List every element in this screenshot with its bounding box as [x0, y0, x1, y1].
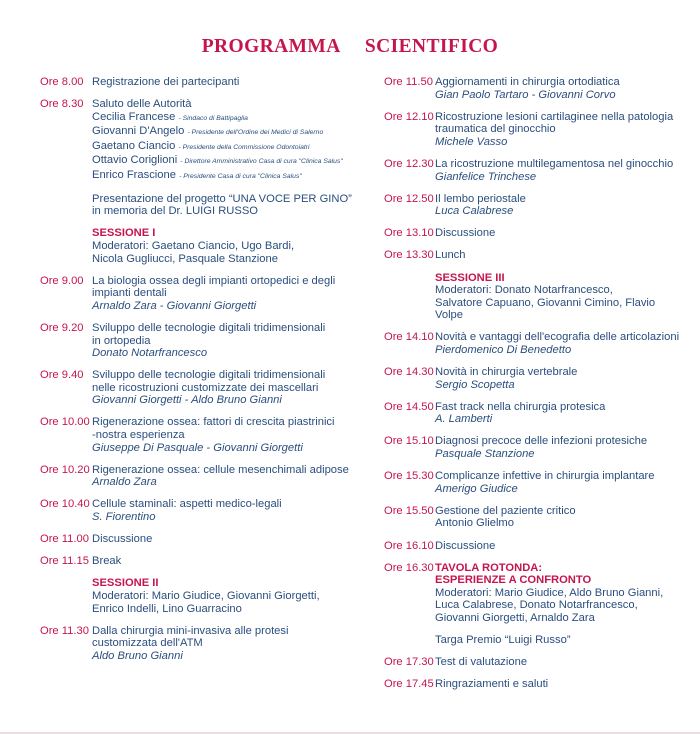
spacer: [92, 184, 365, 193]
entry-line: customizzata dell'ATM: [92, 637, 203, 650]
entry-line: Gestione del paziente critico: [435, 504, 576, 517]
entry-body: [92, 416, 365, 454]
authority-name: Ottavio Coriglioni: [92, 154, 178, 167]
speaker-name: Gian Paolo Tartaro - Giovanni Corvo: [435, 88, 616, 101]
entry-time: [384, 272, 435, 322]
entry-time: Ore 16.30: [384, 561, 434, 574]
entry-line: La ricostruzione multilegamentosa nel ginocchio: [435, 157, 674, 170]
authority-name: Giovanni D'Angelo: [92, 125, 185, 138]
authority-name: Enrico Frascione: [92, 169, 176, 182]
entry-time: Ore 14.10: [384, 331, 434, 344]
authority-name: Cecilia Francese: [92, 110, 176, 123]
entry-time: Ore 14.50: [384, 400, 434, 413]
authority-line: [92, 140, 365, 155]
entry-body: [435, 401, 684, 426]
agenda-entry: [384, 505, 684, 530]
authority-role: - Presidente Casa di cura "Clinica Salus": [179, 173, 302, 181]
entry-line: Discussione: [435, 539, 496, 552]
entry-line: Rigenerazione ossea: fattori di crescita piastrinici: [92, 416, 335, 429]
agenda-entry: [40, 369, 365, 407]
agenda-entry: [40, 533, 365, 546]
entry-time: Ore 13.30: [384, 249, 434, 262]
agenda-entry: [40, 625, 365, 663]
entry-body: [435, 249, 684, 262]
entry-body: [92, 227, 365, 265]
entry-line: nelle ricostruzioni customizzate dei mascellari: [92, 381, 319, 394]
entry-line: Nicola Gugliucci, Pasquale Stanzione: [92, 252, 278, 265]
authority-line: [92, 125, 365, 140]
entry-note: Targa Premio “Luigi Russo”: [435, 633, 571, 646]
entry-line: Salvatore Capuano, Giovanni Cimino, Flavio Volpe: [435, 296, 656, 322]
agenda-entry: [40, 416, 365, 454]
entry-time: Ore 10.40: [40, 498, 90, 511]
authority-name: Gaetano Ciancio: [92, 139, 176, 152]
entry-line: impianti dentali: [92, 287, 167, 300]
page-title: PROGRAMMA SCIENTIFICO: [201, 36, 499, 57]
entry-line: Saluto delle Autorità: [92, 98, 192, 111]
entry-time: Ore 9.00: [40, 274, 84, 287]
entry-time: Ore 11.50: [384, 76, 433, 88]
entry-note: in memoria del Dr. LUIGI RUSSO: [92, 205, 258, 218]
entry-body: [92, 498, 365, 523]
entry-note: Presentazione del progetto “UNA VOCE PER GINO”: [92, 192, 352, 205]
session-title: SESSIONE II: [92, 577, 159, 590]
entry-line: Moderatori: Gaetano Ciancio, Ugo Bardi,: [92, 239, 295, 252]
agenda-entry: [384, 227, 684, 240]
agenda-entry: [40, 275, 365, 313]
agenda-entry: [384, 678, 684, 691]
speaker-name: A. Lamberti: [435, 413, 493, 426]
entry-time: Ore 14.30: [384, 366, 434, 379]
session-title: TAVOLA ROTONDA:: [435, 561, 543, 574]
speaker-name: S. Fiorentino: [92, 511, 156, 524]
entry-time: Ore 12.50: [384, 192, 434, 205]
entry-line: in ortopedia: [92, 334, 151, 347]
agenda-entry: [40, 98, 365, 218]
speaker-name: Luca Calabrese: [435, 205, 514, 218]
entry-line: Discussione: [435, 227, 496, 240]
speaker-name: Sergio Scopetta: [435, 378, 515, 391]
agenda-entry: [384, 331, 684, 356]
speaker-name: Pierdomenico Di Benedetto: [435, 344, 572, 356]
agenda-entry: [40, 464, 365, 489]
agenda-entry: [384, 540, 684, 553]
entry-time: Ore 16.10: [384, 539, 434, 552]
agenda-entry: [384, 401, 684, 426]
session-subtitle: ESPERIENZE A CONFRONTO: [435, 574, 592, 587]
entry-line: Fast track nella chirurgia protesica: [435, 400, 606, 413]
entry-line: Rigenerazione ossea: cellule mesenchimali adipose: [92, 463, 349, 476]
authority-role: - Presidente dell'Ordine dei Medici di Salerno: [187, 129, 324, 137]
entry-line: Ricostruzione lesioni cartilaginee nella patologia: [435, 110, 674, 123]
agenda-entry: [384, 158, 684, 183]
speaker-name: Pasquale Stanzione: [435, 448, 535, 461]
speaker-name: Donato Notarfrancesco: [92, 347, 208, 360]
speaker-name: Giuseppe Di Pasquale - Giovanni Giorgetti: [92, 441, 303, 454]
entry-line: Moderatori: Donato Notarfrancesco,: [435, 284, 613, 297]
entry-body: [435, 227, 684, 240]
authority-role: - Direttore Amministrativo Casa di cura "Clinica Salus": [180, 158, 343, 166]
entry-line: Moderatori: Mario Giudice, Giovanni Giorgetti,: [92, 589, 320, 602]
programme-column-left: [40, 76, 365, 672]
entry-line: Enrico Indelli, Lino Guarracino: [92, 602, 242, 615]
entry-line: Sviluppo delle tecnologie digitali tridimensionali: [92, 369, 326, 382]
agenda-entry: [384, 193, 684, 218]
entry-body: [92, 577, 365, 615]
agenda-entry: [384, 76, 684, 101]
entry-time: Ore 9.20: [40, 321, 84, 334]
agenda-entry: [384, 272, 684, 322]
entry-time: Ore 17.30: [384, 655, 434, 668]
entry-body: [92, 275, 365, 313]
entry-line: Aggiornamenti in chirurgia ortodiatica: [435, 76, 620, 88]
entry-body: [92, 322, 365, 360]
speaker-name: Amerigo Giudice: [435, 482, 518, 495]
entry-line: Dalla chirurgia mini-invasiva alle protesi: [92, 624, 289, 637]
speaker-name: Aldo Bruno Gianni: [92, 649, 183, 662]
agenda-entry: [40, 555, 365, 568]
entry-time: Ore 12.10: [384, 110, 434, 123]
entry-body: [92, 625, 365, 663]
agenda-entry: [384, 435, 684, 460]
agenda-entry: [384, 470, 684, 495]
authority-line: [92, 111, 365, 126]
entry-body: [435, 366, 684, 391]
agenda-entry: [40, 227, 365, 265]
agenda-entry: [40, 498, 365, 523]
spacer: [435, 625, 684, 634]
entry-line: Antonio Glielmo: [435, 517, 514, 530]
entry-line: Break: [92, 555, 122, 568]
entry-line: Cellule staminali: aspetti medico-legali: [92, 498, 282, 511]
speaker-name: Giovanni Giorgetti - Aldo Bruno Gianni: [92, 394, 282, 407]
entry-body: [435, 158, 684, 183]
entry-body: [92, 369, 365, 407]
entry-body: [92, 76, 365, 89]
speaker-name: Arnaldo Zara: [92, 476, 157, 489]
entry-body: [92, 464, 365, 489]
entry-time: [40, 227, 92, 265]
entry-time: Ore 8.30: [40, 98, 84, 111]
entry-time: Ore 13.10: [384, 227, 434, 240]
entry-line: Complicanze infettive in chirurgia implantare: [435, 470, 655, 483]
entry-body: [435, 540, 684, 553]
entry-body: [92, 533, 365, 546]
entry-line: Novità in chirurgia vertebrale: [435, 366, 578, 379]
entry-time: Ore 15.10: [384, 435, 434, 448]
entry-line: La biologia ossea degli impianti ortopedici e degli: [92, 274, 336, 287]
entry-time: Ore 15.50: [384, 504, 434, 517]
agenda-entry: [384, 656, 684, 669]
entry-body: [435, 505, 684, 530]
entry-line: Luca Calabrese, Donato Notarfrancesco,: [435, 599, 638, 612]
programme-column-right: [384, 76, 684, 700]
agenda-entry: [40, 322, 365, 360]
entry-time: Ore 15.30: [384, 470, 434, 483]
entry-line: Sviluppo delle tecnologie digitali tridimensionali: [92, 321, 326, 334]
entry-line: Registrazione dei partecipanti: [92, 76, 240, 88]
entry-body: [92, 98, 365, 218]
agenda-entry: [384, 249, 684, 262]
entry-body: [435, 272, 684, 322]
entry-time: [40, 577, 92, 615]
entry-line: Test di valutazione: [435, 655, 528, 668]
entry-line: Lunch: [435, 249, 466, 262]
entry-body: [435, 76, 684, 101]
entry-line: Diagnosi precoce delle infezioni protesiche: [435, 435, 648, 448]
agenda-entry: [384, 562, 684, 647]
entry-line: Il lembo periostale: [435, 192, 526, 205]
entry-body: [92, 555, 365, 568]
entry-body: [435, 193, 684, 218]
entry-time: Ore 11.15: [40, 555, 89, 568]
authority-role: - Sindaco di Battipaglia: [178, 114, 248, 122]
entry-body: [435, 678, 684, 691]
authority-role: - Presidente della Commissione Odontoiatri: [178, 143, 310, 151]
agenda-entry: [384, 366, 684, 391]
entry-time: Ore 17.45: [384, 677, 434, 690]
entry-body: [435, 562, 684, 647]
entry-line: Ringraziamenti e saluti: [435, 677, 549, 690]
entry-line: Moderatori: Mario Giudice, Aldo Bruno Gianni,: [435, 586, 664, 599]
agenda-entry: [384, 111, 684, 149]
entry-line: Novità e vantaggi dell'ecografia delle articolazioni: [435, 331, 680, 344]
session-title: SESSIONE I: [92, 227, 156, 240]
entry-time: Ore 8.00: [40, 76, 84, 88]
entry-line: traumatica del ginocchio: [435, 123, 556, 136]
authority-line: [92, 154, 365, 169]
entry-body: [435, 111, 684, 149]
entry-time: Ore 10.20: [40, 463, 90, 476]
entry-body: [435, 656, 684, 669]
session-title: SESSIONE III: [435, 271, 505, 284]
entry-line: -nostra esperienza: [92, 429, 185, 442]
entry-time: Ore 11.00: [40, 533, 89, 546]
entry-time: Ore 10.00: [40, 416, 90, 429]
entry-time: Ore 9.40: [40, 369, 84, 382]
agenda-entry: [40, 577, 365, 615]
entry-time: Ore 12.30: [384, 157, 434, 170]
speaker-name: Gianfelice Trinchese: [435, 170, 537, 183]
speaker-name: Michele Vasso: [435, 135, 508, 148]
entry-body: [435, 331, 684, 356]
entry-line: Discussione: [92, 533, 153, 546]
entry-body: [435, 435, 684, 460]
speaker-name: Arnaldo Zara - Giovanni Giorgetti: [92, 299, 257, 312]
authority-line: [92, 169, 365, 184]
agenda-entry: [40, 76, 365, 89]
entry-body: [435, 470, 684, 495]
entry-time: Ore 11.30: [40, 624, 89, 637]
entry-line: Giovanni Giorgetti, Arnaldo Zara: [435, 612, 595, 624]
